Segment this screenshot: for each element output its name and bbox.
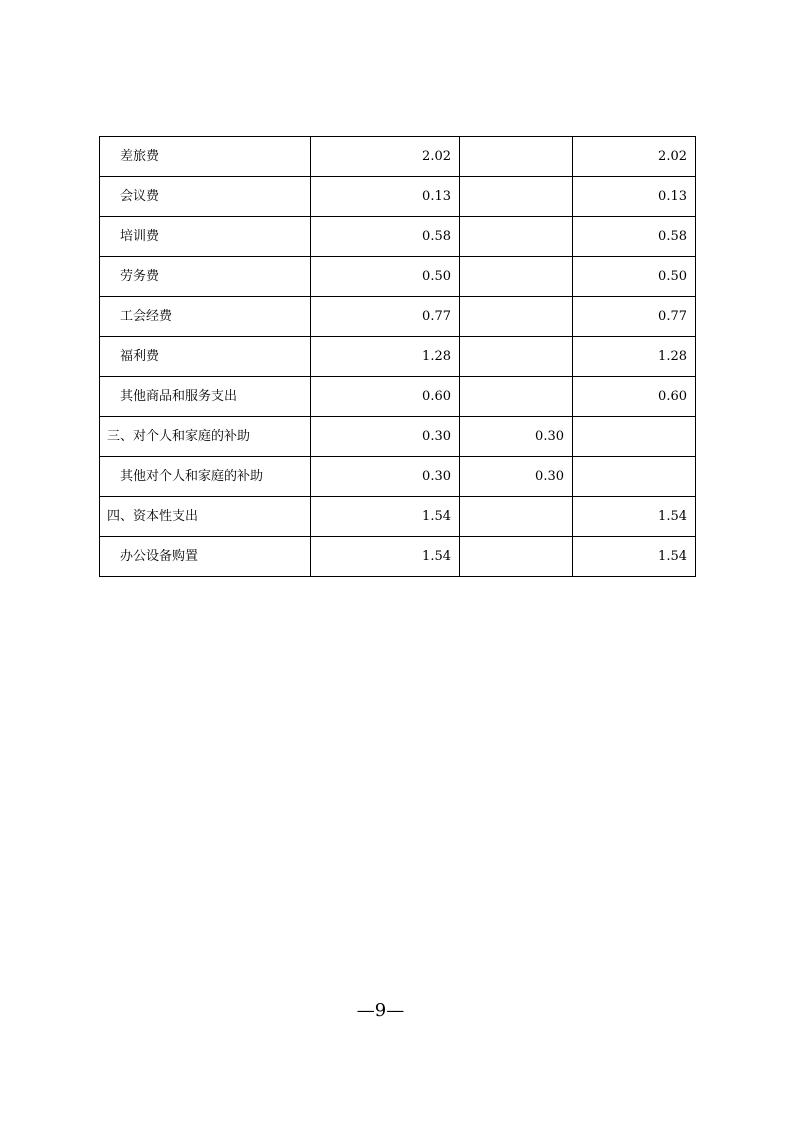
basic-amount: 0.30 [460,457,573,497]
project-amount: 1.28 [573,337,696,377]
table-row [100,377,696,417]
project-amount: 0.60 [573,377,696,417]
basic-amount [460,217,573,257]
project-amount: 0.13 [573,177,696,217]
basic-amount: 0.30 [460,417,573,457]
row-label: 三、对个人和家庭的补助 [100,417,311,457]
total-amount: 0.13 [311,177,460,217]
project-amount: 0.50 [573,257,696,297]
total-amount: 0.30 [311,457,460,497]
basic-amount [460,497,573,537]
row-label: 四、资本性支出 [100,497,311,537]
table-row [100,137,696,177]
table-row [100,457,696,497]
row-label: 办公设备购置 [100,537,311,577]
total-amount: 1.54 [311,537,460,577]
table-row [100,217,696,257]
row-label: 其他对个人和家庭的补助 [100,457,311,497]
row-label: 其他商品和服务支出 [100,377,311,417]
total-amount: 0.58 [311,217,460,257]
project-amount: 1.54 [573,497,696,537]
row-label: 工会经费 [100,297,311,337]
basic-amount [460,297,573,337]
total-amount: 0.50 [311,257,460,297]
total-amount: 0.30 [311,417,460,457]
page-number: —9— [356,1000,405,1021]
basic-amount [460,377,573,417]
table-row [100,297,696,337]
row-label: 会议费 [100,177,311,217]
budget-table-body [100,137,696,577]
total-amount: 2.02 [311,137,460,177]
table-row [100,177,696,217]
project-amount: 1.54 [573,537,696,577]
total-amount: 1.54 [311,497,460,537]
basic-amount [460,137,573,177]
project-amount [573,457,696,497]
project-amount: 0.58 [573,217,696,257]
table-row [100,257,696,297]
total-amount: 1.28 [311,337,460,377]
table-row [100,497,696,537]
table-row [100,337,696,377]
total-amount: 0.60 [311,377,460,417]
basic-amount [460,257,573,297]
row-label: 培训费 [100,217,311,257]
table-row [100,537,696,577]
row-label: 劳务费 [100,257,311,297]
row-label: 福利费 [100,337,311,377]
total-amount: 0.77 [311,297,460,337]
project-amount: 0.77 [573,297,696,337]
table-row [100,417,696,457]
basic-amount [460,177,573,217]
project-amount [573,417,696,457]
row-label: 差旅费 [100,137,311,177]
project-amount: 2.02 [573,137,696,177]
budget-table [99,136,696,577]
basic-amount [460,537,573,577]
basic-amount [460,337,573,377]
